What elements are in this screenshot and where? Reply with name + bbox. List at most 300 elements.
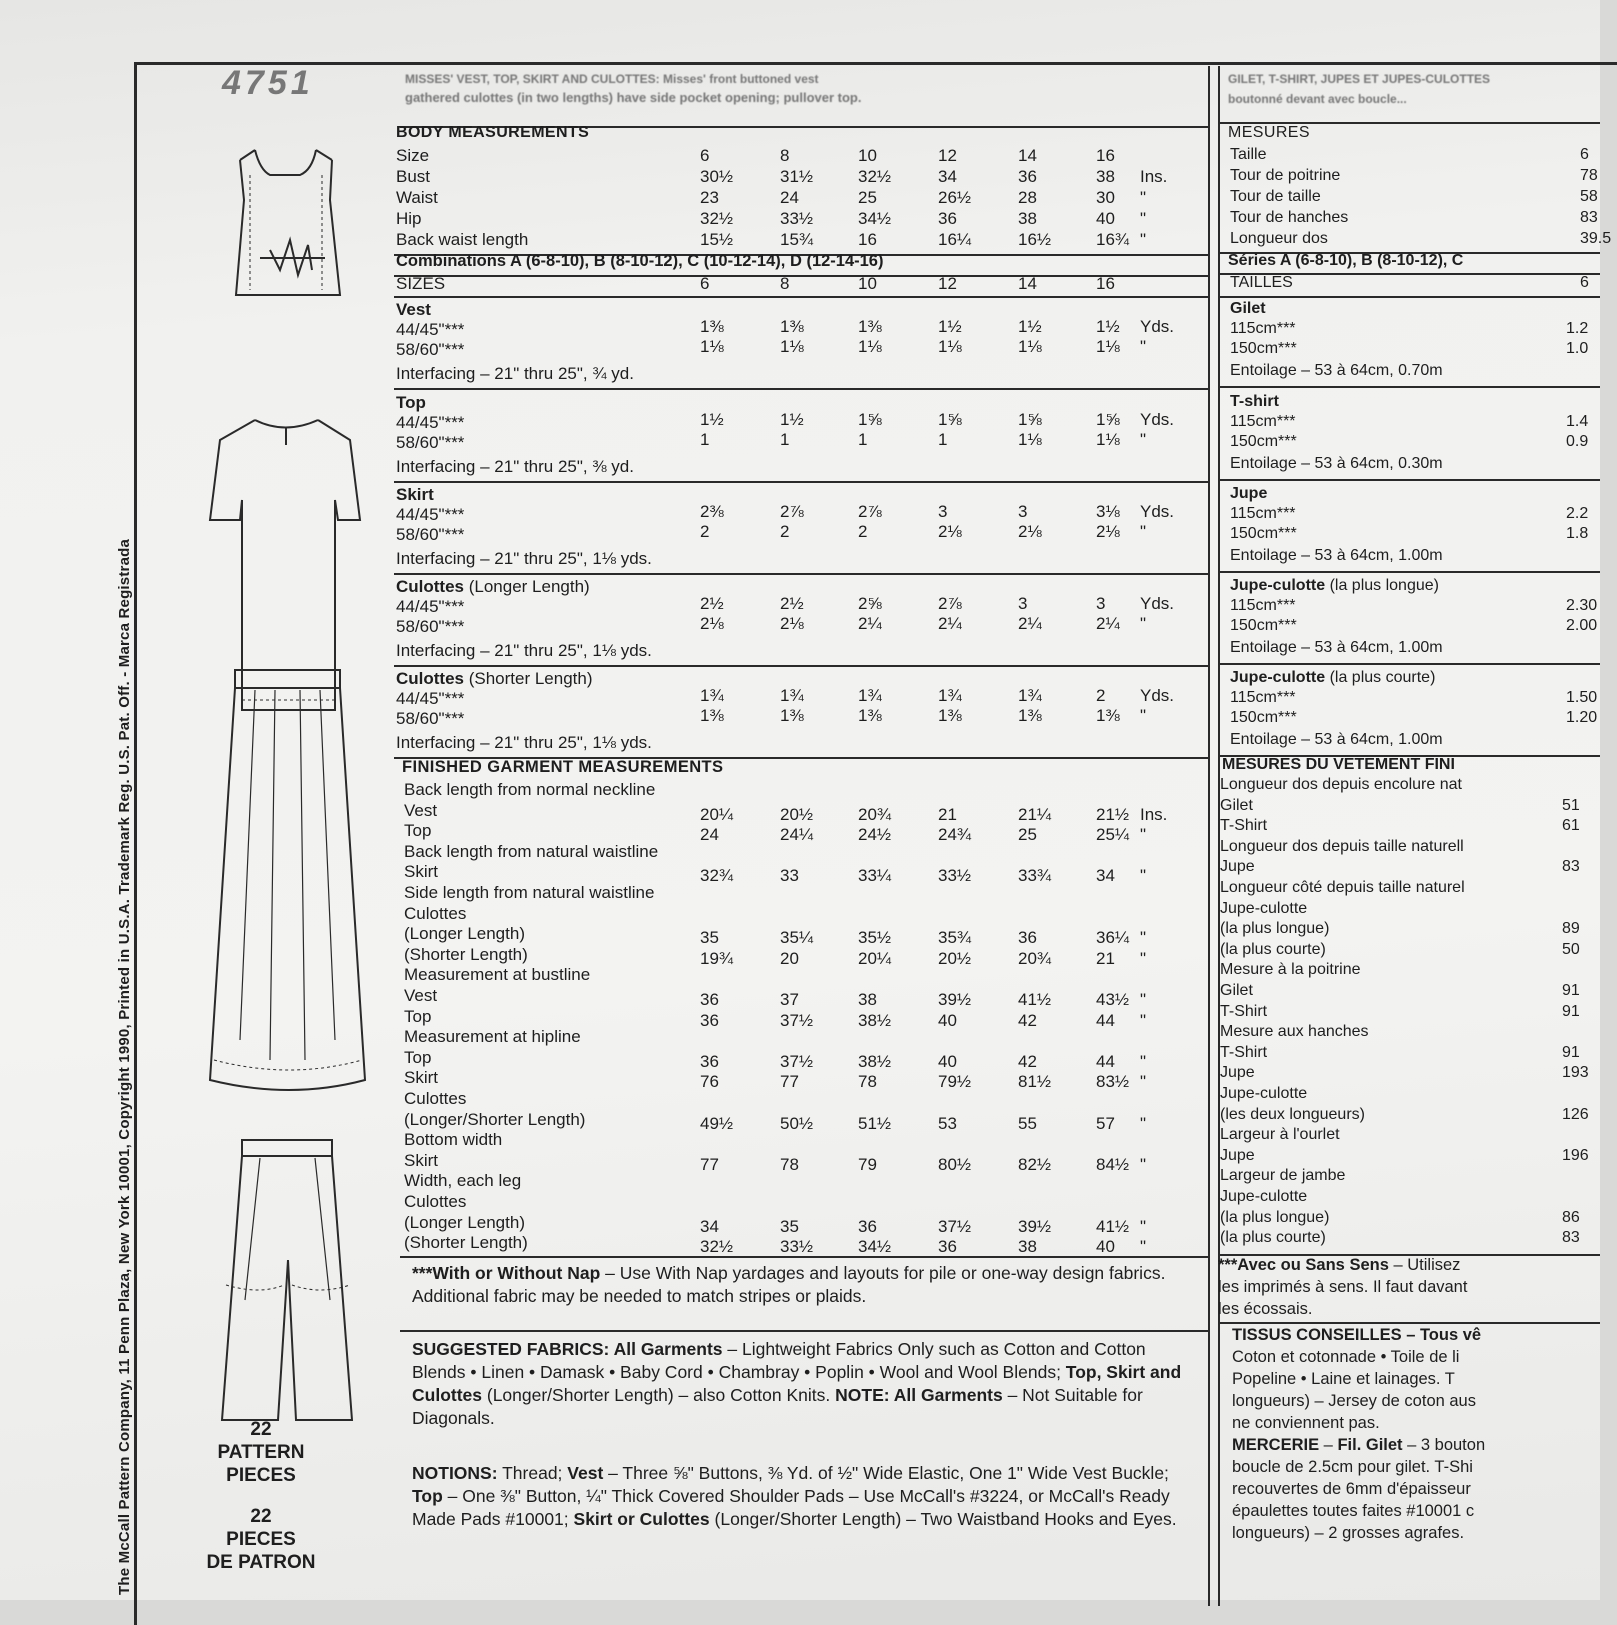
fr-garment-rule — [1220, 386, 1600, 388]
finished-row-cell: 37½ — [780, 1010, 814, 1030]
finished-row-cell: 81½ — [1018, 1072, 1052, 1092]
yardage-row-cell: 1⅜ — [700, 317, 724, 336]
yardage-row-cell: 1⅜ — [1096, 706, 1120, 725]
finished-row-unit: " — [1140, 1113, 1147, 1133]
finished-row-cell: 20¼ — [700, 804, 734, 824]
yardage-row-cell: 1⅜ — [700, 706, 724, 725]
garment-illustrations — [200, 140, 370, 1300]
yardage-row-cell: 1¾ — [700, 686, 724, 705]
fr-body-value: 83 — [1580, 209, 1598, 226]
finished-row-cell: 39½ — [1018, 1216, 1052, 1236]
finished-row-cell: 20¾ — [1018, 948, 1052, 968]
fr-note-line: longueurs) – 2 grosses agrafes. — [1232, 1524, 1465, 1542]
yardage-row-cell: 2½ — [700, 594, 724, 613]
body-row-cell: 38 — [1018, 209, 1037, 228]
finished-row-label: Back length from normal neckline — [404, 780, 656, 799]
finished-row-cell: 33¾ — [1018, 866, 1052, 886]
fr-body-label: Tour de poitrine — [1230, 167, 1341, 184]
body-row-cell: 38 — [1096, 167, 1115, 186]
fr-series: Séries A (6-8-10), B (8-10-12), C — [1228, 252, 1464, 269]
fr-garment-name: Jupe-culotte (la plus longue) — [1230, 577, 1439, 594]
yardage-row-cell: 1 — [858, 430, 868, 449]
sizes-bottom-rule — [394, 296, 1210, 298]
fr-fini-label: Largeur à l'ourlet — [1220, 1126, 1340, 1144]
fr-fini-label: Gilet — [1220, 796, 1253, 814]
garment-name: Culottes (Shorter Length) — [396, 669, 593, 688]
fr-fabric-width: 115cm*** — [1230, 597, 1296, 614]
finished-row-unit: " — [1140, 866, 1147, 886]
pattern-pieces-fr: 22 PIECES DE PATRON — [206, 1506, 316, 1573]
body-row-cell: 30 — [1096, 188, 1115, 207]
yardage-row-cell: 1⅜ — [780, 706, 804, 725]
yardage-row-cell: 3⅛ — [1096, 502, 1120, 521]
fr-fini-label: (la plus courte) — [1220, 1229, 1326, 1247]
body-row-cell: 32½ — [858, 167, 892, 186]
fr-note-line: boucle de 2.5cm pour gilet. T-Shi — [1232, 1458, 1473, 1476]
finished-row-label: Top — [404, 1047, 432, 1067]
yardage-row-cell: 1 — [700, 430, 710, 449]
fr-fini-label: (la plus longue) — [1220, 1208, 1330, 1226]
finished-row-cell: 44 — [1096, 1010, 1115, 1030]
fr-entoilage: Entoilage – 53 à 64cm, 1.00m — [1230, 731, 1443, 748]
finished-row-cell: 39½ — [938, 990, 972, 1009]
finished-row-cell: 37½ — [938, 1216, 972, 1236]
yardage-row-cell: 1½ — [1018, 317, 1042, 336]
fr-fabric-width: 150cm*** — [1230, 525, 1297, 542]
fr-fini-label: Mesure à la poitrine — [1220, 961, 1361, 979]
fabric-width-label: 58/60"*** — [396, 433, 465, 452]
finished-row-label: Measurement at hipline — [404, 1027, 581, 1047]
fr-fini-value: 51 — [1562, 796, 1580, 814]
finished-row-cell: 36 — [700, 1010, 719, 1030]
finished-row-unit: " — [1140, 1237, 1147, 1257]
finished-row-cell: 33¼ — [858, 866, 892, 886]
suggested-fabrics-note: SUGGESTED FABRICS: All Garments – Lightweight Fabrics Only such as Cotton and Cotton Blends • Linen • Damask • Baby Cord • Chambray • Poplin • Wool and Wool Blends; Top, Skirt and Culottes (Longer/Shorter Length) – also Cotton Knits. NOTE: All Garments – Not Suitable for Diagonals. — [412, 1339, 1182, 1428]
fr-fabric-width: 150cm*** — [1230, 709, 1297, 726]
finished-row-unit: " — [1140, 1154, 1147, 1174]
yardage-row-cell: 2⅛ — [1096, 522, 1120, 541]
finished-row-label: Bottom width — [404, 1130, 503, 1150]
finished-row-label: (Longer Length) — [404, 924, 525, 944]
finished-row-cell: 32¾ — [700, 866, 734, 886]
finished-row-cell: 79½ — [938, 1072, 972, 1092]
yardage-row-cell: 1⅛ — [858, 337, 882, 356]
finished-row-cell: 76 — [700, 1072, 719, 1092]
finished-row-cell: 32½ — [700, 1237, 734, 1257]
body-row-cell: 40 — [1096, 209, 1115, 228]
nap-note: ***With or Without Nap – Use With Nap yardages and layouts for pile or one-way design fabrics. Additional fabric may be needed to match stripes or plaids. — [412, 1263, 1166, 1306]
finished-row-cell: 24¾ — [938, 825, 972, 845]
fr-tailles: TAILLES — [1230, 274, 1293, 291]
yardage-row-cell: 3 — [1018, 502, 1028, 521]
fr-fini-label: T-Shirt — [1220, 1002, 1268, 1020]
fr-garment-rule — [1220, 571, 1600, 573]
finished-row-cell: 35 — [780, 1216, 799, 1236]
skirt-illustration-icon — [210, 670, 365, 1090]
finished-row-label: Width, each leg — [404, 1171, 522, 1191]
finished-row-cell: 24¼ — [780, 825, 814, 845]
finished-row-cell: 82½ — [1018, 1154, 1052, 1174]
finished-row-label: Top — [404, 1006, 432, 1026]
fr-note-line: Coton et cotonnade • Toile de li — [1232, 1348, 1460, 1366]
yardage-row-cell: 1⅜ — [780, 317, 804, 336]
garment-rule — [394, 665, 1210, 667]
fr-yardage: 2.00 — [1566, 617, 1598, 634]
finished-row-label: Skirt — [404, 1150, 438, 1170]
body-row-label: Bust — [396, 167, 431, 186]
finished-row-unit: " — [1140, 1010, 1147, 1030]
fr-entoilage: Entoilage – 53 à 64cm, 1.00m — [1230, 639, 1443, 656]
size-header-cell: 14 — [1018, 274, 1037, 293]
finished-row-label: Top — [404, 821, 432, 841]
body-row-cell: 12 — [938, 146, 957, 165]
finished-row-label: Vest — [404, 986, 438, 1005]
combinations-line: Combinations A (6-8-10), B (8-10-12), C (10-12-14), D (12-14-16) — [396, 252, 884, 270]
garment-length: (Longer Length) — [464, 577, 590, 596]
finished-row-cell: 33 — [780, 866, 799, 886]
fr-fini-value: 126 — [1562, 1105, 1589, 1123]
finished-row-cell: 36 — [1018, 928, 1037, 948]
finished-row-cell: 38 — [1018, 1237, 1037, 1257]
fr-fini-value: 83 — [1562, 858, 1580, 876]
interfacing-line: Interfacing – 21" thru 25", ⅜ yd. — [396, 457, 634, 476]
fr-garment-name: Jupe-culotte (la plus courte) — [1230, 669, 1436, 686]
finished-row-cell: 34 — [1096, 866, 1115, 886]
yardage-row-cell: 1⅜ — [858, 317, 882, 336]
finished-row-cell: 24½ — [858, 825, 892, 845]
yardage-row-cell: 1⅛ — [700, 337, 724, 356]
fr-fini-label: T-Shirt — [1220, 817, 1268, 835]
yardage-row-cell: 2⅞ — [858, 502, 882, 521]
fr-tissus-rule — [1220, 1322, 1600, 1324]
fabric-width-label: 58/60"*** — [396, 709, 465, 728]
yardage-row-unit: " — [1140, 706, 1147, 725]
fr-yardage: 1.4 — [1566, 413, 1589, 430]
fr-fini-label: (la plus longue) — [1220, 920, 1330, 938]
fr-yardage: 0.9 — [1566, 433, 1589, 450]
fr-body-label: Tour de hanches — [1230, 209, 1349, 226]
yardage-row-cell: 1⅝ — [1018, 410, 1042, 429]
fr-fini-value: 91 — [1562, 982, 1580, 999]
finished-row-label: Back length from natural waistline — [404, 841, 659, 861]
yardage-row-cell: 2 — [780, 522, 790, 541]
fr-fini-label: Gilet — [1220, 982, 1253, 999]
yardage-row-cell: 3 — [938, 502, 948, 521]
finished-row-cell: 35½ — [858, 928, 892, 948]
yardage-row-unit: " — [1140, 337, 1147, 356]
fr-fini-value: 50 — [1562, 940, 1580, 958]
size-header-cell: 8 — [780, 274, 790, 293]
yardage-row-cell: 1½ — [780, 410, 804, 429]
fr-fini-value: 86 — [1562, 1208, 1580, 1226]
finished-row-label: Culottes — [404, 1192, 467, 1211]
finished-row-cell: 36 — [938, 1237, 957, 1257]
fr-fini-label: Jupe-culotte — [1220, 1085, 1308, 1102]
fr-fabric-width: 115cm*** — [1230, 689, 1296, 706]
fr-garment-rule — [1220, 663, 1600, 665]
body-row-unit: Ins. — [1140, 167, 1168, 186]
body-row-cell: 26½ — [938, 188, 972, 207]
finished-row-cell: 55 — [1018, 1113, 1037, 1133]
description-line-1: MISSES' VEST, TOP, SKIRT AND CULOTTES: Misses' front buttoned vest — [405, 72, 819, 86]
fr-body-label: Taille — [1230, 146, 1267, 163]
body-row-cell: 16 — [858, 230, 877, 249]
yardage-row-unit: Yds. — [1140, 686, 1175, 705]
finished-row-cell: 78 — [858, 1072, 877, 1092]
finished-row-cell: 77 — [700, 1154, 719, 1174]
finished-row-unit: " — [1140, 825, 1147, 845]
yardage-row-cell: 2⅞ — [938, 594, 962, 613]
finished-row-cell: 53 — [938, 1113, 957, 1133]
yardage-row-cell: 1⅛ — [780, 337, 804, 356]
fr-note-line: Popeline • Laine et lainages. T — [1232, 1370, 1455, 1388]
size-header-cell: 10 — [858, 274, 877, 293]
mesures-heading: MESURES — [1228, 124, 1310, 141]
finished-row-cell: 34½ — [858, 1237, 892, 1257]
finished-row-cell: 33½ — [780, 1237, 814, 1257]
finished-row-unit: Ins. — [1140, 804, 1168, 824]
fr-garment-rule — [1220, 479, 1600, 481]
finished-row-cell: 50½ — [780, 1113, 814, 1133]
finished-row-cell: 40 — [938, 1051, 957, 1071]
finished-row-cell: 37½ — [780, 1051, 814, 1071]
fr-note-line: longueurs) – Jersey de coton aus — [1232, 1392, 1476, 1410]
finished-row-label: Culottes — [404, 1089, 467, 1108]
fr-yardage: 1.8 — [1566, 525, 1589, 542]
yardage-row-cell: 3 — [1018, 594, 1028, 613]
fr-entoilage: Entoilage – 53 à 64cm, 0.70m — [1230, 362, 1443, 379]
finished-row-label: Side length from natural waistline — [404, 883, 655, 902]
body-row-cell: 34 — [938, 167, 957, 186]
fr-fini-value: 89 — [1562, 920, 1580, 938]
yardage-row-unit: " — [1140, 614, 1147, 633]
copyright-sidebar: The McCall Pattern Company, 11 Penn Plaza, New York 10001, Copyright 1990, Printed in U.S.A. Trademark Reg. U.S. Pat. Off. - Marca Registrada — [116, 538, 133, 1595]
body-row-cell: 31½ — [780, 167, 814, 186]
finished-row-label: Measurement at bustline — [404, 965, 591, 985]
french-title-1: GILET, T-SHIRT, JUPES ET JUPES-CULOTTES — [1228, 72, 1491, 86]
fr-garment-name: Gilet — [1230, 300, 1266, 317]
finished-row-cell: 34 — [700, 1216, 719, 1236]
finished-row-cell: 77 — [780, 1072, 799, 1092]
finished-row-unit: " — [1140, 948, 1147, 968]
finished-row-cell: 36¼ — [1096, 928, 1130, 948]
yardage-row-cell: 2⅛ — [780, 614, 804, 633]
fr-garment-length: (la plus longue) — [1325, 577, 1439, 594]
fabric-width-label: 58/60"*** — [396, 340, 465, 359]
fr-tailles-value: 6 — [1580, 274, 1589, 291]
fr-fini-label: Jupe — [1220, 1064, 1255, 1082]
yardage-row-cell: 1⅛ — [1018, 337, 1042, 356]
fr-fabric-width: 115cm*** — [1230, 413, 1296, 430]
interfacing-line: Interfacing – 21" thru 25", ¾ yd. — [396, 364, 634, 383]
fr-body-value: 58 — [1580, 188, 1598, 205]
finished-row-cell: 33½ — [938, 866, 972, 886]
body-row-label: Waist — [396, 188, 438, 207]
yardage-row-cell: 2 — [1096, 686, 1106, 705]
sizes-rule — [394, 275, 1210, 277]
finished-row-cell: 35 — [700, 928, 719, 948]
french-title-2: boutonné devant avec boucle... — [1228, 92, 1407, 106]
finished-row-cell: 43½ — [1096, 990, 1130, 1009]
finished-row-label: Skirt — [404, 1068, 438, 1088]
size-header-cell: 16 — [1096, 274, 1115, 293]
interfacing-line: Interfacing – 21" thru 25", 1⅛ yds. — [396, 549, 652, 568]
body-row-cell: 10 — [858, 146, 877, 165]
fabric-width-label: 44/45"*** — [396, 320, 465, 339]
finished-row-cell: 21 — [1096, 948, 1115, 968]
body-row-cell: 16 — [1096, 146, 1115, 165]
yardage-row-cell: 1¾ — [1018, 686, 1042, 705]
fr-note-line: TISSUS CONSEILLES – Tous vê — [1232, 1326, 1482, 1344]
garment-rule — [394, 388, 1210, 390]
fr-fini-value: 193 — [1562, 1064, 1589, 1082]
fr-fabric-width: 115cm*** — [1230, 320, 1296, 337]
fr-fini-label: Longueur dos depuis taille naturell — [1220, 837, 1464, 855]
finished-row-cell: 24 — [700, 825, 719, 845]
vest-illustration-icon — [236, 150, 340, 295]
fr-yardage: 1.0 — [1566, 340, 1589, 357]
yardage-row-cell: 1¾ — [858, 686, 882, 705]
body-row-unit: " — [1140, 230, 1147, 249]
finished-row-cell: 35¾ — [938, 928, 972, 948]
finished-row-cell: 21½ — [1096, 804, 1130, 824]
finished-row-label: Skirt — [404, 862, 438, 882]
fr-note-line: recouvertes de 6mm d'épaisseur — [1232, 1480, 1471, 1498]
fr-fabric-width: 150cm*** — [1230, 617, 1297, 634]
fr-body-value: 78 — [1580, 167, 1598, 184]
yardage-row-cell: 2 — [700, 522, 710, 541]
pattern-pieces-en: 22 PATTERN PIECES — [217, 1419, 305, 1486]
finished-row-cell: 83½ — [1096, 1072, 1130, 1092]
yardage-row-cell: 2⅞ — [780, 502, 804, 521]
interfacing-line: Interfacing – 21" thru 25", 1⅛ yds. — [396, 641, 652, 660]
yardage-row-cell: 1¾ — [938, 686, 962, 705]
fr-fini-value: 61 — [1562, 817, 1580, 835]
fr-fini-label: Jupe — [1220, 1146, 1255, 1164]
fr-fini-value: 196 — [1562, 1146, 1589, 1164]
finished-row-label: Vest — [404, 800, 438, 820]
body-row-cell: 23 — [700, 188, 719, 207]
finished-row-unit: " — [1140, 1072, 1147, 1092]
finished-row-label: (Shorter Length) — [404, 1233, 528, 1253]
finished-row-cell: 78 — [780, 1154, 799, 1174]
yardage-row-unit: " — [1140, 430, 1147, 449]
yardage-row-cell: 3 — [1096, 594, 1106, 613]
fr-fini-label: Mesure aux hanches — [1220, 1023, 1369, 1041]
fr-tailles-bottom-rule — [1220, 296, 1600, 298]
body-row-cell: 33½ — [780, 209, 814, 228]
yardage-row-cell: 1¾ — [780, 686, 804, 705]
body-row-label: Size — [396, 146, 430, 165]
fr-note-line: MERCERIE – Fil. Gilet – 3 bouton — [1232, 1436, 1486, 1454]
yardage-row-cell: 1½ — [938, 317, 962, 336]
body-row-cell: 24 — [780, 188, 799, 207]
fr-fini-label: (les deux longueurs) — [1220, 1105, 1365, 1123]
fr-fini-label: Jupe-culotte — [1220, 899, 1308, 917]
fr-fini-heading: MESURES DU VETEMENT FINI — [1222, 756, 1455, 773]
yardage-row-cell: 1⅜ — [1018, 706, 1042, 725]
finished-row-cell: 20½ — [938, 948, 972, 968]
finished-row-unit: " — [1140, 990, 1147, 1009]
finished-row-label: (Longer Length) — [404, 1212, 525, 1232]
body-row-cell: 8 — [780, 146, 790, 165]
yardage-row-unit: " — [1140, 522, 1147, 541]
yardage-row-cell: 1⅝ — [858, 410, 882, 429]
top-illustration-icon — [210, 420, 360, 710]
body-row-unit: " — [1140, 188, 1147, 207]
finished-row-cell: 38½ — [858, 1051, 892, 1071]
finished-row-cell: 84½ — [1096, 1154, 1130, 1174]
yardage-row-cell: 1 — [938, 430, 948, 449]
finished-row-cell: 57 — [1096, 1113, 1115, 1133]
yardage-row-unit: Yds. — [1140, 502, 1175, 521]
yardage-row-cell: 1½ — [700, 410, 724, 429]
finished-row-cell: 20¾ — [858, 804, 892, 824]
yardage-row-cell: 2 — [858, 522, 868, 541]
garment-name: Culottes (Longer Length) — [396, 577, 590, 596]
garment-name: Skirt — [396, 485, 434, 504]
body-row-label: Back waist length — [396, 230, 529, 249]
body-row-cell: 16¾ — [1096, 230, 1130, 249]
finished-row-cell: 20¼ — [858, 948, 892, 968]
yardage-row-cell: 1 — [780, 430, 790, 449]
garment-name: Top — [396, 393, 426, 412]
yardage-row-cell: 2¼ — [1096, 614, 1120, 633]
fr-fabric-width: 150cm*** — [1230, 340, 1297, 357]
yardage-row-cell: 1½ — [1096, 317, 1120, 336]
fr-yardage: 2.2 — [1566, 505, 1589, 522]
notions-note: NOTIONS: Thread; Vest – Three ⅝" Buttons, ⅜ Yd. of ½" Wide Elastic, One 1" Wide Vest Buckle; Top – One ⅜" Button, ¼" Thick Covered Shoulder Pads – Use McCall's #3224, or McCall's Ready Made Pads #10001; Skirt or Culottes (Longer/Shorter Length) – Two Waistband Hooks and Eyes. — [412, 1463, 1177, 1529]
finished-row-cell: 38 — [858, 990, 877, 1009]
yardage-row-cell: 1⅛ — [938, 337, 962, 356]
finished-row-cell: 20 — [780, 948, 799, 968]
yardage-row-cell: 2⅛ — [1018, 522, 1042, 541]
fr-fini-label: Longueur côté depuis taille naturel — [1220, 879, 1465, 896]
yardage-row-cell: 2⅛ — [700, 614, 724, 633]
yardage-row-cell: 2¼ — [938, 614, 962, 633]
finished-row-cell: 25 — [1018, 825, 1037, 845]
finished-row-cell: 80½ — [938, 1154, 972, 1174]
finished-row-cell: 42 — [1018, 1010, 1037, 1030]
fr-nap-line: les écossais. — [1218, 1300, 1313, 1318]
finished-row-unit: " — [1140, 1051, 1147, 1071]
fabric-width-label: 44/45"*** — [396, 413, 465, 432]
yardage-row-cell: 2⅜ — [700, 502, 724, 521]
finished-row-label: (Longer/Shorter Length) — [404, 1109, 586, 1129]
fr-fini-label: Longueur dos depuis encolure nat — [1220, 776, 1462, 793]
fr-fini-value: 91 — [1562, 1002, 1580, 1020]
yardage-row-cell: 1⅜ — [938, 706, 962, 725]
finished-row-cell: 40 — [1096, 1237, 1115, 1257]
yardage-row-cell: 2⅛ — [938, 522, 962, 541]
yardage-row-cell: 2½ — [780, 594, 804, 613]
yardage-row-unit: Yds. — [1140, 317, 1175, 336]
yardage-row-cell: 1⅝ — [938, 410, 962, 429]
fabric-width-label: 44/45"*** — [396, 597, 465, 616]
fr-nap-line: les imprimés à sens. Il faut davant — [1218, 1278, 1468, 1296]
interfacing-line: Interfacing – 21" thru 25", 1⅛ yds. — [396, 733, 652, 752]
finished-row-cell: 20½ — [780, 804, 814, 824]
body-row-cell: 15½ — [700, 230, 734, 249]
yardage-row-cell: 2¼ — [1018, 614, 1042, 633]
notes-rule — [400, 1330, 1210, 1332]
fr-fabric-width: 150cm*** — [1230, 433, 1297, 450]
fr-body-value: 39.5 — [1580, 230, 1612, 247]
fr-fabric-width: 115cm*** — [1230, 505, 1296, 522]
finished-row-cell: 36 — [700, 1051, 719, 1071]
fr-entoilage: Entoilage – 53 à 64cm, 0.30m — [1230, 455, 1443, 472]
yardage-row-cell: 1⅛ — [1018, 430, 1042, 449]
